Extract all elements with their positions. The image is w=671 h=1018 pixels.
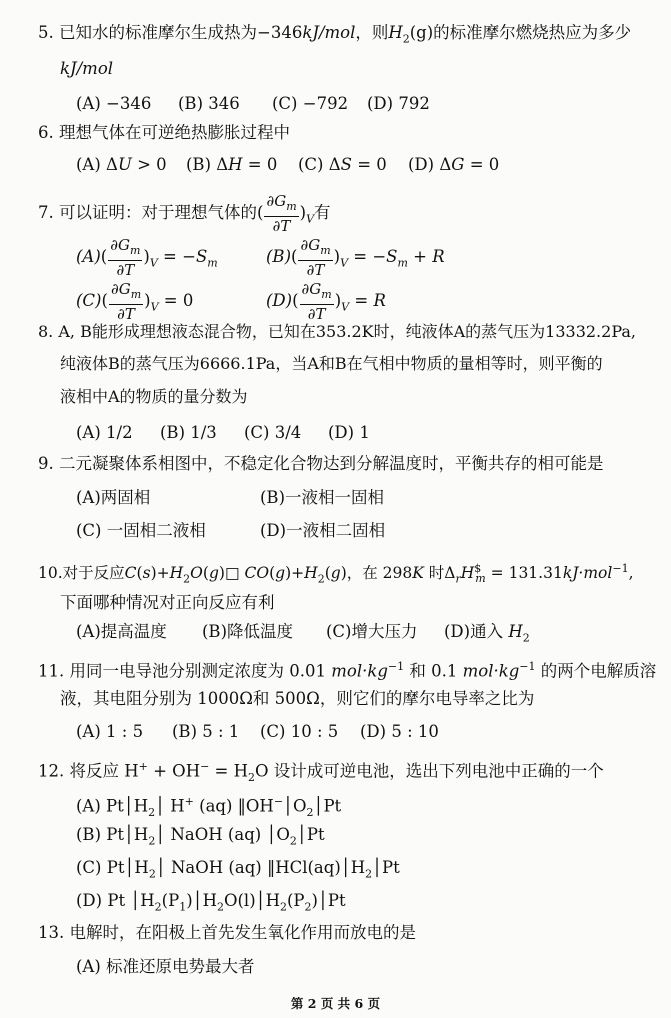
question-8-stem-cont2: 液相中A的物质的量分数为 (60, 387, 248, 406)
question-8-options (76, 422, 663, 444)
option-a[interactable]: (A) ΔU > 0 (76, 155, 167, 174)
option-a[interactable]: (A) 1/2 (76, 423, 133, 442)
option-b[interactable]: (B)( $\frac{\partial G_m}{\partial T}$ )$_V = -S_m + R$ (266, 236, 445, 279)
option-c[interactable]: (C) $Pt│H_2│$ NaOH (aq) $‖HCl(aq)│H_2│Pt$ (76, 858, 400, 881)
question-7-stem: 7. 可以证明：对于理想气体的( $\frac{\partial G_m}{\partial T}$ )$_V$有 (38, 192, 331, 235)
page-footer: 第 2 页 共 6 页 (290, 996, 381, 1011)
option-c[interactable]: (C) ΔS = 0 (298, 155, 387, 174)
question-12-stem: 12. 将反应 $H^+ + OH^- = H_2O$ 设计成可逆电池，选出下列电池中正确的一个 (38, 760, 604, 784)
option-d[interactable]: (D)通入 $H_2$ (444, 622, 530, 645)
option-c[interactable]: (C) 10 : 5 (260, 722, 339, 741)
question-13-stem: 13. 电解时，在阳极上首先发生氧化作用而放电的是 (38, 923, 416, 942)
option-b[interactable]: (B) 346 (178, 94, 240, 113)
option-d[interactable]: (D) ΔG = 0 (408, 155, 500, 174)
question-5-stem-cont: kJ/mol (60, 59, 114, 78)
option-a[interactable]: (A)两固相 (76, 488, 151, 507)
option-d[interactable]: (D) Pt $│H_2(P_1)│H_2O(l)│H_2(P_2)│Pt$ (76, 891, 346, 914)
option-c[interactable]: (C)( $\frac{\partial G_m}{\partial T}$ )$_V = 0$ (76, 280, 194, 323)
option-a[interactable]: (A)( $\frac{\partial G_m}{\partial T}$ )$_V = -S_m$ (76, 236, 218, 279)
question-6-stem: 6. 理想气体在可逆绝热膨胀过程中 (38, 123, 290, 142)
option-c[interactable]: (C)增大压力 (326, 622, 418, 641)
question-5-options (76, 93, 663, 115)
question-8-stem-cont: 纯液体B的蒸气压为6666.1Pa，当A和B在气相中物质的量相等时，则平衡的 (60, 354, 603, 373)
question-7-options-cd (76, 280, 663, 323)
question-5-stem: 5. 已知水的标准摩尔生成热为−346kJ/mol，则$H_2(g)$的标准摩尔燃烧热应为多少 (38, 23, 632, 46)
option-b[interactable]: (B)一液相一固相 (260, 488, 384, 507)
option-a[interactable]: (A) 1 : 5 (76, 722, 144, 741)
option-a[interactable]: (A) $Pt│H_2│$ H+ (aq) $‖OH^-│O_2│Pt$ (76, 795, 342, 819)
question-6-options (76, 154, 663, 176)
question-10-stem: 10.对于反应$C(s)+H_2O(g)□$ $CO(g)+H_2(g)$，在 298K 时$\Delta_rH^{\$}_m = 131.31kJ\cdot mol^{-1}$, (38, 562, 634, 586)
question-8-stem: 8. A, B能形成理想液态混合物，已知在353.2K时，纯液体A的蒸气压为13332.2Pa, (38, 322, 636, 341)
question-9-options-ab (76, 487, 663, 509)
option-d[interactable]: (D)一液相二固相 (260, 521, 386, 540)
option-b[interactable]: (B) 1/3 (160, 423, 217, 442)
option-d[interactable]: (D) 792 (367, 94, 430, 113)
option-d[interactable]: (D) 1 (328, 423, 370, 442)
option-a[interactable]: (A) 标准还原电势最大者 (76, 957, 255, 976)
option-d[interactable]: (D) 5 : 10 (360, 722, 439, 741)
question-11-stem: 11. 用同一电导池分别测定浓度为 0.01 $mol\cdot kg^{-1}$ 和 0.1 $mol\cdot kg^{-1}$ 的两个电解质溶 (38, 660, 657, 681)
question-9-stem: 9. 二元凝聚体系相图中，不稳定化合物达到分解温度时，平衡共存的相可能是 (38, 454, 604, 473)
option-b[interactable]: (B)降低温度 (202, 622, 293, 641)
option-b[interactable]: (B) 5 : 1 (172, 722, 240, 741)
question-10-options (76, 621, 663, 649)
option-a[interactable]: (A) −346 (76, 94, 152, 113)
option-c[interactable]: (C) 一固相二液相 (76, 521, 206, 540)
question-11-options (76, 721, 663, 743)
question-9-options-cd (76, 520, 663, 542)
question-10-stem-cont: 下面哪种情况对正向反应有利 (60, 593, 275, 612)
option-a[interactable]: (A)提高温度 (76, 622, 167, 641)
question-11-stem-cont: 液，其电阻分别为 1000Ω和 500Ω，则它们的摩尔电导率之比为 (60, 689, 535, 708)
option-b[interactable]: (B) ΔH = 0 (186, 155, 278, 174)
option-c[interactable]: (C) −792 (272, 94, 349, 113)
option-d[interactable]: (D)( $\frac{\partial G_m}{\partial T}$ )$_V = R$ (266, 280, 386, 323)
question-7-options-ab (76, 236, 663, 279)
option-c[interactable]: (C) 3/4 (244, 423, 302, 442)
option-b[interactable]: (B) $Pt│H_2│$ NaOH (aq) $│O_2│Pt$ (76, 825, 325, 848)
